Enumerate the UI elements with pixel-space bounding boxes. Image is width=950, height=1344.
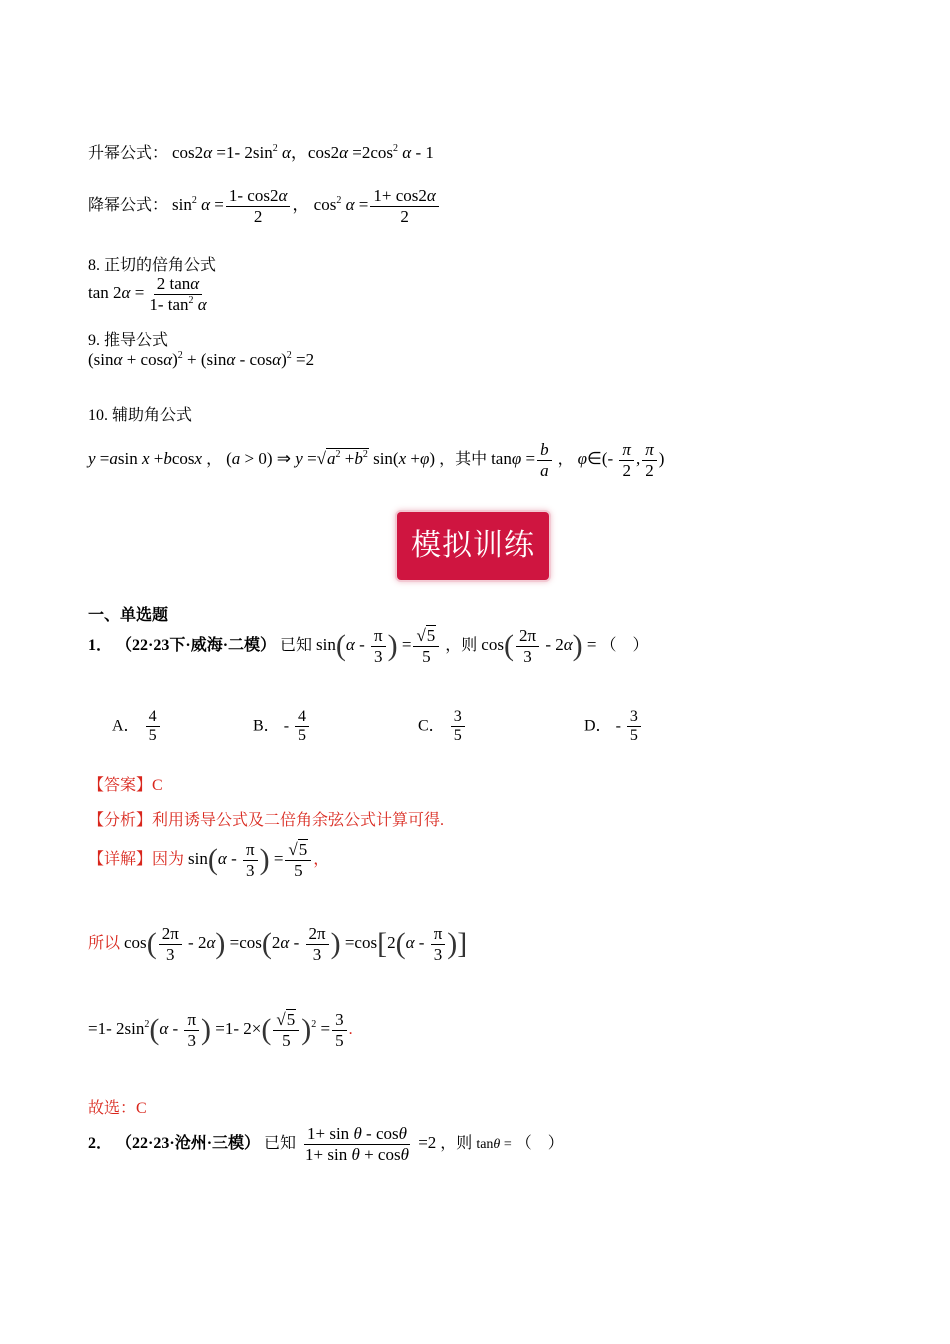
option-c-denominator: 5 — [453, 727, 462, 745]
choose-label: 故选： — [88, 1100, 137, 1117]
detail-comma: ， — [313, 850, 330, 868]
raise-power-math: cos2α =1- $2\sin^2$ α，$\cos 2\alpha =2\cos^2$ α - 1 — [172, 143, 434, 162]
tan-double-angle-formula: tan 2α = $\frac{2 \tan\alpha}{1- \tan^2 \alpha}$ — [88, 274, 207, 314]
aux-where: ，其中 — [439, 450, 488, 468]
question-2-blank: （ ） — [515, 1134, 564, 1152]
answer-value: C — [152, 777, 163, 794]
section-title: 一、单选题 — [88, 607, 169, 624]
question-2-given: 已知 — [264, 1134, 297, 1152]
question-2-then: ，则 — [440, 1134, 473, 1152]
lower-power-label: 降幂公式： — [88, 196, 169, 214]
question-1 — [88, 626, 649, 666]
question-1-target: cos( $\frac{2\pi}{3}$ - 2α) = — [481, 626, 597, 666]
aux-sep-1: ， — [206, 450, 223, 468]
choose-line — [88, 1095, 147, 1118]
option-c-numerator: 3 — [451, 708, 465, 727]
raise-power-label: 升幂公式： — [88, 145, 169, 162]
question-1-then: ，则 — [445, 636, 478, 654]
analysis-label: 【分析】 — [88, 812, 153, 829]
section-10-title: 10. 辅助角公式 — [88, 407, 193, 424]
analysis-text: 利用诱导公式及二倍角余弦公式计算可得. — [152, 812, 445, 829]
question-2 — [88, 1124, 564, 1164]
option-b[interactable] — [253, 708, 311, 746]
question-2-target: tanθ = — [476, 1136, 512, 1152]
choose-value: C — [136, 1100, 147, 1117]
analysis-line — [88, 807, 444, 830]
lower-power-formula — [88, 186, 441, 226]
detail-condition: sin(α - $\frac{\pi}{3}$ ) = $\frac{√5}{5}$ — [188, 849, 313, 868]
option-a-letter: A． — [112, 717, 140, 735]
detail-because: 因为 — [152, 850, 185, 868]
question-1-source: （22·23下·威海·二模） — [116, 636, 277, 654]
option-b-letter: B． — [253, 717, 280, 735]
question-2-number: 2． — [88, 1134, 113, 1152]
lower-power-math: $\sin^2 \alpha$ = $\frac{1- \cos 2\alpha}{2}$ ， $\cos^2 \alpha$ = $\frac{1+ \cos 2\alpha}{2}$ — [172, 195, 441, 214]
auxiliary-angle-formula: y =asin x +bcosx ， (a > 0) ⇒ $y =√a^2 +b^2$ sin(x +φ) ，其中 tanφ = $\frac{b}{a}$ ， φ∈(- $\frac{\pi}{2}$ , $\frac{\pi}{2}$ ) — [88, 440, 665, 480]
detail-label: 【详解】 — [88, 850, 153, 868]
result-math: =1- $2\sin^2(\alpha$ - $\frac{\pi}{3}$ ) =1- 2×( $\frac{√5}{5}$ )$^2$ = $\frac{3}{5}$ — [88, 1019, 349, 1038]
section-9-title: 9. 推导公式 — [88, 332, 169, 349]
banner-text: 模拟训练 — [411, 528, 535, 563]
question-1-given: 已知 — [280, 636, 313, 654]
option-c[interactable] — [418, 708, 467, 746]
option-c-letter: C． — [418, 717, 445, 735]
raise-power-formula — [88, 138, 434, 163]
option-d-denominator: 5 — [629, 727, 638, 745]
simulation-training-banner — [397, 512, 551, 582]
question-1-blank: （ ） — [600, 636, 649, 654]
option-b-denominator: 5 — [298, 727, 307, 745]
option-d-numerator: 3 — [627, 708, 641, 727]
question-2-source: （22·23·沧州·三模） — [116, 1134, 261, 1152]
question-2-condition: $\frac{\text{1+ sin θ - cosθ}}{\text{1+ sin θ + cosθ}}$ =2 — [305, 1124, 437, 1164]
option-b-sign: - — [283, 717, 290, 735]
so-line — [88, 924, 467, 964]
derived-formula: $(\sin\alpha + \cos\alpha)^2 + (\sin\alpha - \cos\alpha)^2 =2$ — [88, 350, 315, 369]
question-1-condition: sin(α - $\frac{\pi}{3}$ ) = $\frac{√5}{5}$ — [316, 635, 441, 654]
answer-line — [88, 772, 163, 795]
option-a[interactable] — [112, 708, 162, 746]
question-1-number: 1． — [88, 636, 113, 654]
option-a-denominator: 5 — [148, 727, 157, 745]
so-math: cos( $\frac{2\pi}{3}$ - 2α) =cos(2α - $\frac{2\pi}{3}$ ) =cos[2(α - $\frac{\pi}{3}$ )] — [124, 924, 468, 964]
option-d[interactable] — [584, 708, 643, 746]
result-line — [88, 1010, 353, 1050]
so-label: 所以 — [88, 934, 121, 952]
answer-label: 【答案】 — [88, 777, 153, 794]
option-d-letter: D． — [584, 717, 612, 735]
option-a-numerator: 4 — [146, 708, 160, 727]
detail-line — [88, 840, 329, 880]
aux-sep-2: ， — [557, 450, 574, 468]
option-d-sign: - — [615, 717, 621, 735]
result-period: . — [348, 1020, 353, 1038]
section-8-title: 8. 正切的倍角公式 — [88, 257, 217, 274]
option-b-numerator: 4 — [295, 708, 309, 727]
